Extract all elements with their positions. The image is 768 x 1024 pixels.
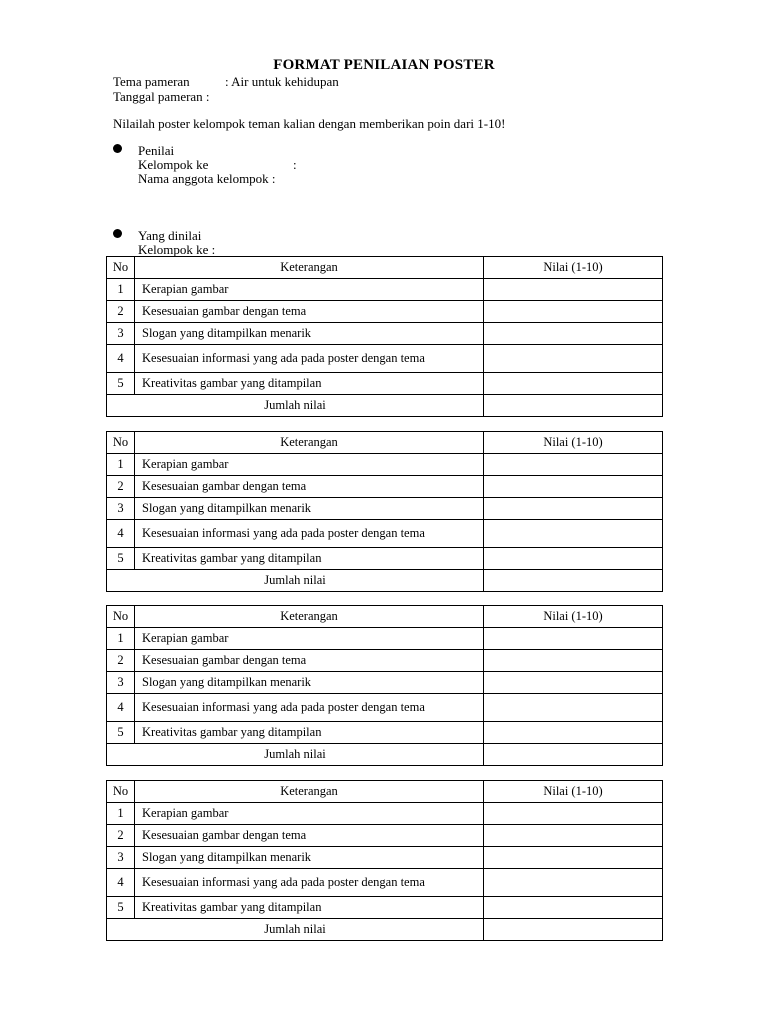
row-nilai-cell[interactable] [484,323,663,345]
row-keterangan: Kerapian gambar [135,803,484,825]
table-row [107,694,663,722]
row-no: 2 [107,476,135,498]
row-keterangan: Kesesuaian informasi yang ada pada poster dengan tema [135,694,484,722]
row-nilai-cell[interactable] [484,803,663,825]
table-total-row [107,570,663,592]
row-keterangan: Kreativitas gambar yang ditampilan [135,373,484,395]
score-table [106,431,663,592]
table-row [107,672,663,694]
row-keterangan: Slogan yang ditampilkan menarik [135,672,484,694]
tanggal-label: Tanggal pameran : [113,89,210,104]
row-keterangan: Kerapian gambar [135,628,484,650]
total-label: Jumlah nilai [107,395,484,417]
total-value-cell[interactable] [484,919,663,941]
table-row [107,803,663,825]
total-label: Jumlah nilai [107,919,484,941]
row-keterangan: Slogan yang ditampilkan menarik [135,847,484,869]
dinilai-heading: Yang dinilai [138,228,202,243]
row-keterangan: Kesesuaian gambar dengan tema [135,301,484,323]
table-row [107,345,663,373]
row-no: 5 [107,548,135,570]
row-keterangan: Slogan yang ditampilkan menarik [135,498,484,520]
tema-value: : Air untuk kehidupan [225,74,339,89]
row-nilai-cell[interactable] [484,650,663,672]
table-row [107,476,663,498]
row-keterangan: Kreativitas gambar yang ditampilan [135,722,484,744]
table-row [107,847,663,869]
dinilai-kelompok-label: Kelompok ke : [138,242,216,257]
penilai-heading: Penilai [138,143,175,158]
table-total-row [107,919,663,941]
table-row [107,897,663,919]
header-no: No [107,781,135,803]
row-nilai-cell[interactable] [484,520,663,548]
row-no: 3 [107,847,135,869]
row-no: 4 [107,694,135,722]
header-no: No [107,606,135,628]
table-row [107,323,663,345]
table-row [107,722,663,744]
row-no: 4 [107,869,135,897]
table-row [107,520,663,548]
table-row [107,869,663,897]
header-keterangan: Keterangan [135,781,484,803]
row-no: 3 [107,672,135,694]
row-nilai-cell[interactable] [484,672,663,694]
table-row [107,825,663,847]
row-nilai-cell[interactable] [484,694,663,722]
total-value-cell[interactable] [484,570,663,592]
total-value-cell[interactable] [484,744,663,766]
row-nilai-cell[interactable] [484,897,663,919]
row-nilai-cell[interactable] [484,373,663,395]
score-table [106,780,663,941]
instruction-text: Nilailah poster kelompok teman kalian dengan memberikan poin dari 1-10! [113,116,506,131]
row-no: 4 [107,345,135,373]
table-row [107,454,663,476]
row-keterangan: Kesesuaian gambar dengan tema [135,825,484,847]
row-nilai-cell[interactable] [484,869,663,897]
row-keterangan: Kerapian gambar [135,279,484,301]
row-keterangan: Kesesuaian informasi yang ada pada poster dengan tema [135,520,484,548]
table-header-row [107,432,663,454]
table-total-row [107,744,663,766]
row-nilai-cell[interactable] [484,825,663,847]
header-keterangan: Keterangan [135,257,484,279]
row-keterangan: Kesesuaian informasi yang ada pada poster dengan tema [135,869,484,897]
row-no: 3 [107,323,135,345]
row-nilai-cell[interactable] [484,628,663,650]
score-table [106,256,663,417]
header-nilai: Nilai (1-10) [484,606,663,628]
row-no: 2 [107,301,135,323]
row-no: 4 [107,520,135,548]
row-no: 1 [107,803,135,825]
row-nilai-cell[interactable] [484,847,663,869]
header-nilai: Nilai (1-10) [484,432,663,454]
row-keterangan: Kreativitas gambar yang ditampilan [135,548,484,570]
table-header-row [107,781,663,803]
table-row [107,279,663,301]
header-no: No [107,432,135,454]
table-header-row [107,606,663,628]
row-no: 1 [107,279,135,301]
row-keterangan: Kesesuaian gambar dengan tema [135,476,484,498]
row-nilai-cell[interactable] [484,279,663,301]
table-total-row [107,395,663,417]
row-keterangan: Kreativitas gambar yang ditampilan [135,897,484,919]
header-keterangan: Keterangan [135,606,484,628]
row-nilai-cell[interactable] [484,476,663,498]
table-row [107,628,663,650]
row-no: 2 [107,650,135,672]
penilai-kelompok-colon: : [293,157,297,172]
header-no: No [107,257,135,279]
penilai-anggota-label: Nama anggota kelompok : [138,171,276,186]
row-no: 3 [107,498,135,520]
total-value-cell[interactable] [484,395,663,417]
score-table [106,605,663,766]
row-no: 5 [107,722,135,744]
tema-label: Tema pameran [113,74,190,89]
row-nilai-cell[interactable] [484,345,663,373]
bullet-icon [113,144,122,153]
row-no: 2 [107,825,135,847]
penilai-kelompok-label: Kelompok ke [138,157,209,172]
header-nilai: Nilai (1-10) [484,781,663,803]
table-header-row [107,257,663,279]
row-no: 5 [107,373,135,395]
row-no: 1 [107,454,135,476]
row-keterangan: Kesesuaian gambar dengan tema [135,650,484,672]
penilai-kelompok-line [138,157,297,172]
header-nilai: Nilai (1-10) [484,257,663,279]
header-keterangan: Keterangan [135,432,484,454]
total-label: Jumlah nilai [107,744,484,766]
bullet-icon [113,229,122,238]
row-nilai-cell[interactable] [484,301,663,323]
row-nilai-cell[interactable] [484,454,663,476]
table-row [107,650,663,672]
row-no: 5 [107,897,135,919]
row-no: 1 [107,628,135,650]
table-row [107,301,663,323]
total-label: Jumlah nilai [107,570,484,592]
row-keterangan: Slogan yang ditampilkan menarik [135,323,484,345]
row-keterangan: Kerapian gambar [135,454,484,476]
row-keterangan: Kesesuaian informasi yang ada pada poster dengan tema [135,345,484,373]
document-title: FORMAT PENILAIAN POSTER [273,57,495,73]
table-row [107,548,663,570]
table-row [107,373,663,395]
tema-line [113,74,339,89]
row-nilai-cell[interactable] [484,722,663,744]
row-nilai-cell[interactable] [484,548,663,570]
row-nilai-cell[interactable] [484,498,663,520]
table-row [107,498,663,520]
